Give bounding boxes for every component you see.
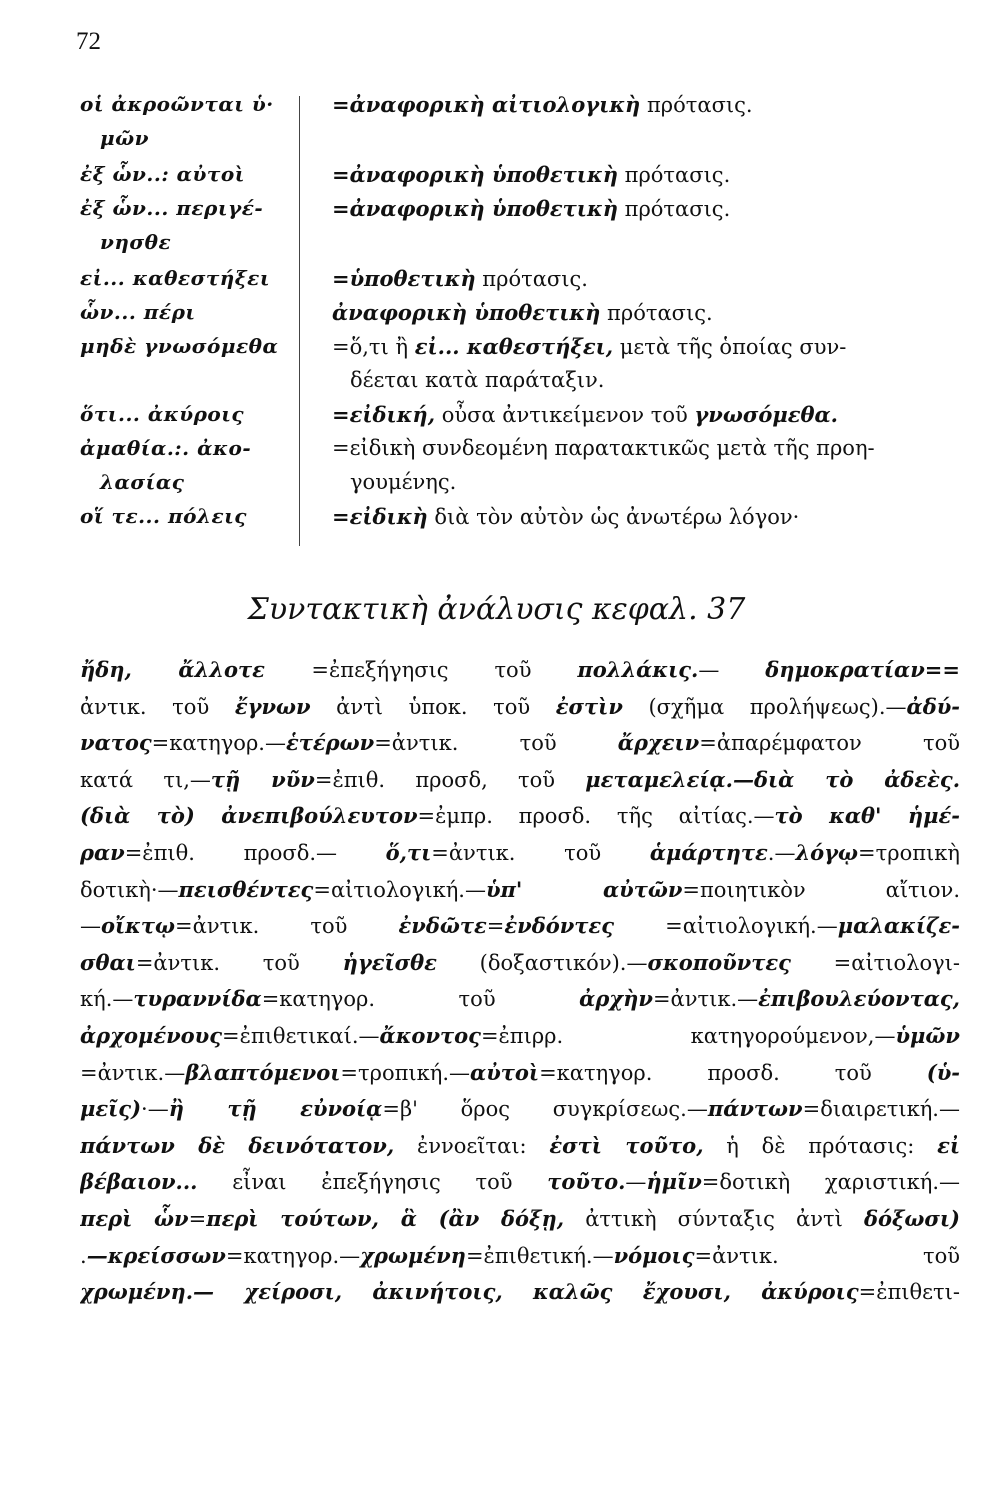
emphasis-text: ἀδύ- [906,693,960,719]
term-cell: μῶν [100,126,150,150]
section-title: Συντακτικὴ ἀνάλυσις κεφαλ. 37 [247,592,746,627]
text-line [80,1238,960,1275]
emphasis-text: τυραννίδα [133,986,262,1012]
emphasis-text: μεῖς) [80,1096,142,1122]
emphasis-text: εἰ [937,1132,960,1158]
plain-text: =ἐπιθ. προσδ, τοῦ [314,767,586,792]
text-line [80,945,960,982]
plain-text: =ἀντικ.— [80,1060,186,1085]
emphasis-text: περὶ ὧν [80,1205,189,1231]
plain-text: — [698,658,766,682]
table-row [80,470,980,504]
emphasis-text: πάντων [707,1096,803,1122]
emphasis-text: ὑπ' αὐτῶν [485,876,683,902]
plain-text: =τροπική.— [340,1060,471,1085]
emphasis-text: ἄκοντος [379,1022,481,1048]
term-cell: ὅτι... ἀκύροις [80,402,245,426]
emphasis-text: ἔγνων [234,693,311,719]
table-row [80,126,980,162]
plain-text: πρότασις. [617,197,731,221]
plain-text: γουμένης. [350,470,457,494]
plain-text: =εἰδικὴ συνδεομένη παρατακτικῶς μετὰ τῆς προη- [332,436,875,460]
table-row [80,368,980,402]
plain-text: .— [767,840,796,865]
plain-text: δοτικὴ·— [80,877,179,902]
explanation-cell [332,504,799,529]
plain-text: =ὅ,τι ἢ [332,335,415,359]
term-cell: ἐξ ὧν..: αὐτοὶ [80,162,245,186]
emphasis-text: ἐστὶν [555,693,623,719]
plain-text: =β' ὅρος συγκρίσεως.— [382,1097,708,1122]
emphasis-text: ἀρχὴν [579,986,653,1012]
plain-text: (δοξαστικόν).— [436,950,648,975]
plain-text: =κατηγορ. τοῦ [261,987,580,1012]
emphasis-text: ἐνδόντες [504,913,614,939]
plain-text: =αἰτιολογι- [790,950,960,975]
text-line [80,689,960,726]
emphasis-text: χρωμένη.— χείροσι, ἀκινήτοις, καλῶς ἔχουσι, ἀκύροις [80,1279,859,1305]
term-cell: ἐξ ὧν... περιγέ- [80,196,264,220]
text-line [80,1201,960,1238]
explanation-cell [332,436,875,460]
text-line [80,872,960,909]
explanation-cell [350,470,456,494]
emphasis-text: ἤδη, ἄλλοτε [80,657,312,682]
emphasis-text: ἐστὶ τοῦτο, [549,1132,704,1158]
plain-text: =δοτικὴ χαριστική.— [701,1170,960,1195]
emphasis-text: περὶ τούτων, ἃ (ἂν δόξῃ, [206,1205,565,1231]
plain-text: = [188,1206,207,1231]
emphasis-text: ἡμῖν [646,1169,702,1195]
page-number: 72 [76,28,101,55]
emphasis-text: τὸ καθ' ἡμέ- [774,803,960,829]
text-line [80,908,960,945]
table-row [80,334,980,368]
emphasis-text: νατος [80,730,152,756]
plain-text: =ἐπιρρ. κατηγορούμενον,— [480,1023,896,1048]
plain-text: =κατηγορ.— [225,1243,361,1268]
plain-text: — [80,914,101,939]
plain-text: = [486,914,505,939]
emphasis-text: =εἰδικὴ [332,504,428,529]
text-line [80,1274,960,1311]
explanation-cell [332,402,838,427]
emphasis-text: λόγῳ [795,839,859,865]
emphasis-text: εἰ... καθεστήξει, [414,334,614,359]
table-row [80,300,980,334]
term-cell: οἱ ἀκροῶνται ὑ· [80,92,274,116]
emphasis-text: πολλάκις. [577,657,699,682]
emphasis-text: =εἰδική, [332,402,436,427]
text-line [80,652,960,689]
emphasis-text: ἄρχειν [617,730,700,756]
term-cell: οἵ τε... πόλεις [80,504,247,528]
text-line [80,725,960,762]
emphasis-text: βέβαιον... [80,1169,198,1195]
table-row [80,92,980,126]
emphasis-text: γνωσόμεθα. [694,402,838,427]
text-line [80,798,960,835]
emphasis-text: πεισθέντες [178,876,314,902]
emphasis-text: σθαι [80,949,136,975]
plain-text: — [625,1170,647,1195]
term-cell: ἀμαθία.:. ἀκο- [80,436,252,460]
emphasis-text: ὅ,τι [385,839,432,865]
plain-text: πρότασις. [600,301,713,325]
term-cell: εἰ... καθεστήξει [80,266,270,290]
plain-text: μετὰ τῆς ὁποίας συν- [613,335,847,359]
emphasis-text: ἐπιβουλεύοντας, [758,986,960,1012]
emphasis-text: ἀρχομένους [80,1022,223,1048]
analysis-table [80,92,980,538]
emphasis-text: ἡγεῖσθε [342,949,437,975]
plain-text: =αἰτιολογική.— [613,914,838,939]
plain-text: =ἐπιθετι- [858,1280,960,1305]
plain-text: =ἐπεξήγησις τοῦ [311,658,578,682]
plain-text: =κατηγορ. προσδ. τοῦ [539,1060,927,1085]
explanation-cell [350,368,604,392]
emphasis-text: πάντων δὲ δεινότατον, [80,1132,395,1158]
plain-text: =κατηγορ.— [151,731,286,756]
plain-text: =ποιητικὸν αἴτιον. [682,877,960,902]
table-row [80,402,980,436]
text-line [80,1055,960,1092]
emphasis-text: δόξωσι) [863,1205,960,1231]
plain-text: =ἀντικ. τοῦ [135,950,343,975]
emphasis-text: =ἀναφορικὴ αἰτιολογικὴ [332,92,641,117]
emphasis-text: ἐνδῶτε [398,913,487,939]
explanation-cell [332,334,846,359]
explanation-cell [332,300,713,325]
emphasis-text: (διὰ τὸ) ἀνεπιβούλευτον [80,803,418,829]
emphasis-text: (ὑ- [926,1059,960,1085]
plain-text: εἶναι ἐπεξήγησις τοῦ [197,1170,548,1195]
emphasis-text: =ὑποθετικὴ [332,266,476,291]
text-line [80,1018,960,1055]
plain-text: =ἐπιθετικαί.— [222,1023,380,1048]
emphasis-text: ἢ τῇ εὐνοίᾳ [168,1096,383,1122]
plain-text: ἀττικὴ σύνταξις ἀντὶ [564,1206,864,1231]
plain-text: ἀντὶ ὑποκ. τοῦ [310,694,556,719]
emphasis-text: αὐτοὶ [470,1059,540,1085]
emphasis-text: χρωμένη [360,1242,466,1268]
plain-text: =τροπικὴ [858,840,960,865]
table-row [80,436,980,470]
text-line [80,1091,960,1128]
emphasis-text: μεταμελείᾳ.—διὰ τὸ ἀδεὲς. [585,766,960,792]
plain-text: πρότασις. [617,163,731,187]
plain-text: =ἐπιθ. προσδ.— [124,840,386,865]
plain-text: =ἐμπρ. προσδ. τῆς αἰτίας.— [417,804,775,829]
plain-text: =αἰτιολογική.— [313,877,486,902]
body-text [80,652,960,1311]
plain-text: =ἀντικ.— [652,987,759,1012]
plain-text: πρότασις. [475,267,588,291]
plain-text: κατά τι,— [80,767,211,792]
emphasis-text: ἑτέρων [285,730,375,756]
term-cell: λασίας [100,470,185,494]
plain-text: ἀντικ. τοῦ [80,694,235,719]
plain-text: ·— [141,1097,169,1122]
table-row [80,230,980,266]
plain-text: =ἀντικ. τοῦ [374,731,618,756]
text-line [80,1164,960,1201]
explanation-cell [332,92,753,117]
plain-text: =ἐπιθετική.— [465,1243,614,1268]
plain-text: =ἀντικ. τοῦ [694,1243,960,1268]
plain-text: (σχῆμα προλήψεως).— [622,694,907,719]
emphasis-text: ραν [80,839,125,865]
text-line [80,762,960,799]
plain-text: =διαιρετική.— [802,1097,960,1122]
text-line [80,981,960,1018]
emphasis-text: οἴκτῳ [101,913,176,939]
emphasis-text: τῇ νῦν [210,766,315,792]
explanation-cell [332,162,730,187]
emphasis-text: ἁμάρτητε [649,839,768,865]
text-line [80,1128,960,1165]
emphasis-text: =ἀναφορικὴ ὑποθετικὴ [332,196,618,221]
emphasis-text: =ἀναφορικὴ ὑποθετικὴ [332,162,618,187]
emphasis-text: ὑμῶν [895,1022,960,1048]
text-line [80,835,960,872]
emphasis-text: ἀναφορικὴ ὑποθετικὴ [332,300,601,325]
table-row [80,266,980,300]
plain-text: πρότασις. [640,93,753,117]
table-row [80,504,980,538]
emphasis-text: μαλακίζε- [837,913,960,939]
explanation-cell [332,266,588,291]
emphasis-text: —κρείσσων [86,1242,226,1268]
plain-text: . [80,1243,87,1268]
emphasis-text: βλαπτόμενοι [185,1059,341,1085]
emphasis-text: νόμοις [613,1242,695,1268]
emphasis-text: δημοκρατίαν== [765,657,960,682]
plain-text: ἡ δὲ πρότασις: [703,1133,938,1158]
plain-text: διὰ τὸν αὐτὸν ὡς ἀνωτέρω λόγον· [427,505,800,529]
plain-text: ἐννοεῖται: [394,1133,550,1158]
plain-text: δέεται κατὰ παράταξιν. [350,368,605,392]
emphasis-text: τοῦτο. [547,1169,626,1195]
table-row [80,196,980,230]
plain-text: =ἀντικ. τοῦ [175,914,399,939]
term-cell: ὧν... πέρι [80,300,196,324]
term-cell: μηδὲ γνωσόμεθα [80,334,279,358]
emphasis-text: σκοποῦντες [647,949,791,975]
term-cell: νησθε [100,230,172,254]
plain-text: κή.— [80,987,134,1012]
plain-text: =ἀπαρέμφατον τοῦ [699,731,960,756]
plain-text: =ἀντικ. τοῦ [431,840,650,865]
table-row [80,162,980,196]
plain-text: οὖσα ἀντικείμενον τοῦ [435,403,695,427]
explanation-cell [332,196,730,221]
